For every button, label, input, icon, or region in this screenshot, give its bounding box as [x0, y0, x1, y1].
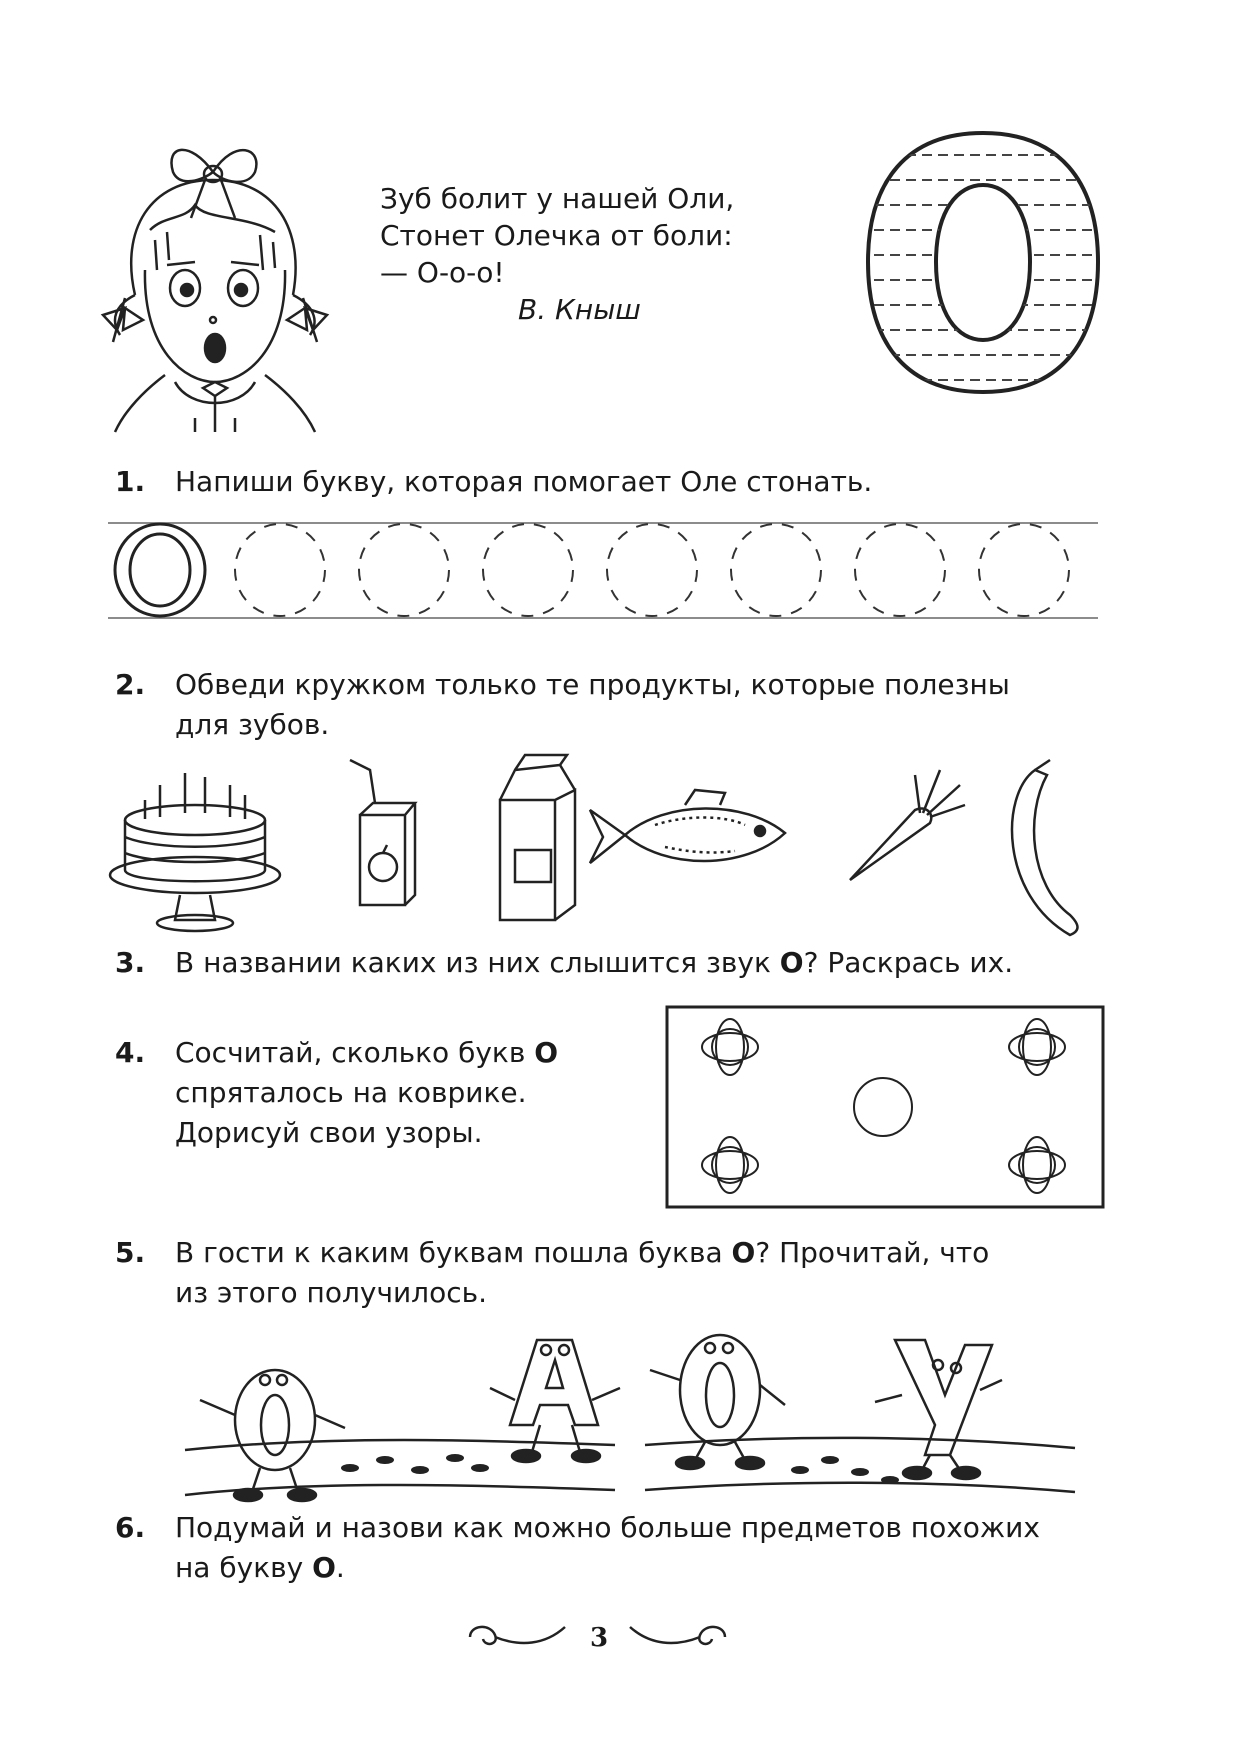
products-row — [105, 755, 1115, 945]
task-3-text: В названии каких из них слышится звук — [175, 946, 780, 979]
trace-letter-solid — [115, 524, 205, 616]
task-2-line-2: для зубов. — [175, 708, 330, 741]
task-5-letter: О — [731, 1236, 756, 1269]
task-3-text-end: ? Раскрась их. — [803, 946, 1014, 979]
task-4-line-3: Дорисуй свои узоры. — [175, 1116, 483, 1149]
task-4-letter: О — [534, 1036, 559, 1069]
trace-slot-1[interactable] — [235, 524, 325, 616]
rug[interactable] — [665, 1005, 1105, 1210]
task-6 — [115, 1508, 1040, 1588]
footer-ornament-left — [465, 1617, 570, 1657]
rug-pattern-top-left — [702, 1019, 758, 1075]
task-1-number: 1. — [115, 465, 146, 498]
task-4-number: 4. — [115, 1036, 146, 1069]
banana-icon[interactable] — [1012, 760, 1077, 935]
poem-line-2: Стонет Олечка от боли: — [380, 219, 733, 252]
big-letter-o — [858, 125, 1108, 400]
task-5-line-2: из этого получилось. — [175, 1276, 488, 1309]
task-3 — [115, 943, 1013, 983]
milk-carton-icon[interactable] — [500, 755, 575, 920]
cake-icon[interactable] — [110, 773, 280, 931]
rug-pattern-bottom-left — [702, 1137, 758, 1193]
rug-pattern-bottom-right — [1009, 1137, 1065, 1193]
rug-pattern-top-right — [1009, 1019, 1065, 1075]
task-5-line-1-end: ? Прочитай, что — [755, 1236, 990, 1269]
letter-o-character-left — [200, 1370, 345, 1501]
poem — [380, 180, 734, 328]
task-2-number: 2. — [115, 668, 146, 701]
task-4 — [115, 1033, 558, 1153]
letter-o-character-right — [650, 1335, 785, 1469]
juice-box-icon[interactable] — [350, 760, 415, 905]
task-5-number: 5. — [115, 1236, 146, 1269]
poem-line-1: Зуб болит у нашей Оли, — [380, 182, 735, 215]
task-2-line-1: Обведи кружком только те продукты, которые полезны — [175, 668, 1010, 701]
page-number: 3 — [590, 1623, 609, 1653]
task-6-line-2-end: . — [335, 1551, 345, 1584]
task-5 — [115, 1233, 989, 1313]
trace-slot-4[interactable] — [607, 524, 697, 616]
task-6-line-1: Подумай и назови как можно больше предметов похожих — [175, 1511, 1040, 1544]
task-3-number: 3. — [115, 946, 146, 979]
trace-slot-7[interactable] — [979, 524, 1069, 616]
writing-line — [108, 520, 1108, 625]
footer-ornament-right — [625, 1617, 730, 1657]
poem-line-3: — О-о-о! — [380, 256, 505, 289]
poem-author: В. Кныш — [518, 293, 641, 326]
carrot-icon[interactable] — [850, 770, 965, 880]
girl-illustration — [95, 120, 335, 435]
fish-icon[interactable] — [590, 790, 785, 863]
task-2 — [115, 665, 1010, 745]
trace-slot-3[interactable] — [483, 524, 573, 616]
task-5-line-1: В гости к каким буквам пошла буква — [175, 1236, 732, 1269]
trace-slot-2[interactable] — [359, 524, 449, 616]
trace-slot-5[interactable] — [731, 524, 821, 616]
task-6-letter: О — [312, 1551, 336, 1584]
task-4-line-2: спряталось на коврике. — [175, 1076, 527, 1109]
task-1-text: Напиши букву, которая помогает Оле стонать. — [175, 465, 873, 498]
letter-u-character — [875, 1340, 1002, 1479]
trace-slot-6[interactable] — [855, 524, 945, 616]
task-3-letter: О — [779, 946, 804, 979]
rug-center-circle — [854, 1078, 912, 1136]
task-1 — [115, 462, 872, 502]
task-6-number: 6. — [115, 1511, 146, 1544]
task-4-line-1: Сосчитай, сколько букв — [175, 1036, 535, 1069]
letters-visiting-illustration — [180, 1320, 1080, 1510]
task-6-line-2: на букву — [175, 1551, 313, 1584]
